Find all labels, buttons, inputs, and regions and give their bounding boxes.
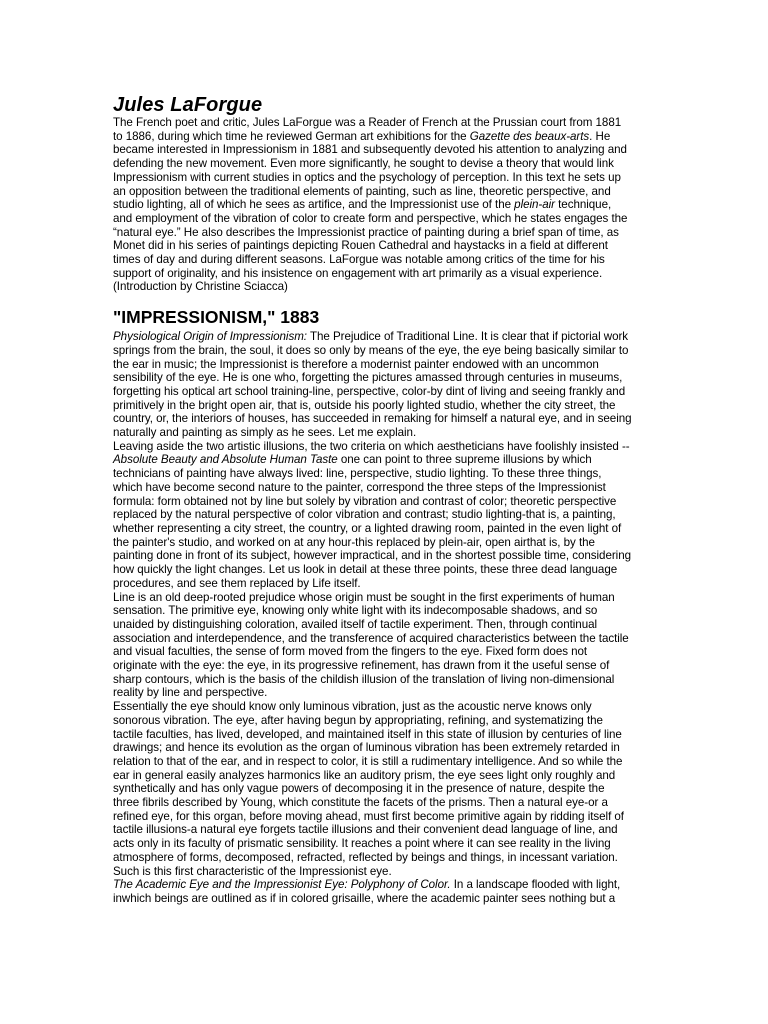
intro-gazette-title: Gazette des beaux-arts: [469, 129, 590, 143]
paragraph-3: Line is an old deep-rooted prejudice whose origin must be sought in the first experiments of human sensation. The primitive eye, knowing only white light with its indecomposable shadows, and so unaided by distinguishing coloration, availed itself of tactile experiment. Then, through continual association and interdependence, and the transference of acquired characteristics between the tactile and visual faculties, the sense of form moved from the fingers to the eye. Fixed form does not originate with the eye: the eye, in its progressive refinement, has drawn from it the useful sense of sharp contours, which is the basis of the childish illusion of the translation of living non-dimensional reality by line and perspective.: [113, 590, 629, 700]
paragraph-2: [113, 440, 633, 591]
intro-text-1: The French poet and critic, Jules LaForgue was a Reader of French at the Prussian court from 1881 to 1886, during which time he reviewed German art exhibitions for the: [113, 116, 622, 143]
paragraph-5-lead: The Academic Eye and the Impressionist Eye: Polyphony of Color.: [113, 878, 451, 892]
paragraph-2-text-1: Leaving aside the two artistic illusions, the two criteria on which aestheticians have foolishly insisted --: [113, 439, 630, 453]
intro-text-2: . He became interested in Impressionism in 1881 and subsequently devoted his attention to analyzing and defending the new movement. Even more significantly, he sought to devise a theory that would link Impressionism with current studies in optics and the psychology of perception. In this text he sets up an opposition between the traditional elements of painting, such as line, theoretic perspective, and studio lighting, all of which he sees as artifice, and the Impressionist use of the: [113, 129, 627, 212]
section-heading: "IMPRESSIONISM," 1883: [113, 307, 320, 328]
paragraph-5: [113, 878, 633, 905]
document-page: [113, 94, 633, 906]
intro-text-3: technique, and employment of the vibration of color to create form and perspective, which he states engages the “natural eye.” He also describes the Impressionist practice of painting during a brief span of time, as Monet did in his series of paintings depicting Rouen Cathedral and haystacks in a field at different times of day and during different seasons. LaForgue was notable among critics of the time for his support of originality, and his insistence on engagement with art primarily as a visual experience. (Introduction by Christine Sciacca): [113, 198, 628, 294]
paragraph-1-text: The Prejudice of Traditional Line. It is clear that if pictorial work springs from the brain, the soul, it does so only by means of the eye, the eye being basically similar to the ear in music; the Impressionist is therefore a modernist painter endowed with an uncommon sensibility of the eye. He is one who, forgetting the pictures amassed through centuries in museums, forgetting his optical art school training-line, perspective, color-by dint of living and seeing frankly and primitively in the bright open air, that is, outside his poorly lighted studio, whether the city street, the country, or, the interiors of houses, has succeeded in remaking for himself a natural eye, and in seeing naturally and painting as simply as he sees. Let me explain.: [113, 330, 632, 440]
paragraph-5-text: In a landscape flooded with light, inwhich beings are outlined as if in colored grisaille, where the academic painter sees nothing but a: [113, 878, 621, 905]
paragraph-1: [113, 330, 633, 440]
intro-paragraph: [113, 116, 633, 294]
page-title: Jules LaForgue: [113, 94, 263, 116]
intro-plein-air: plein-air: [514, 198, 555, 212]
paragraph-2-text-2: one can point to three supreme illusions by which technicians of painting have always lived: line, perspective, studio lighting. To these three things, which have become second nature to the painter, correspond the three steps of the Impressionist formula: form obtained not by line but solely by vibration and contrast of color; theoretic perspective replaced by the natural perspective of color vibration and contrast; studio lighting-that is, a painting, whether representing a city street, the country, or a lighted drawing room, painted in the even light of the painter's studio, and worked on at any hour-this replaced by plein-air, open airthat is, by the painting done in front of its subject, however impractical, and in the shortest possible time, considering how quickly the light changes. Let us look in detail at these three points, these three dead language procedures, and see them replaced by Life itself.: [113, 453, 631, 590]
paragraph-1-lead: Physiological Origin of Impressionism:: [113, 330, 307, 344]
paragraph-2-italic: Absolute Beauty and Absolute Human Taste: [113, 453, 338, 467]
paragraph-4: Essentially the eye should know only luminous vibration, just as the acoustic nerve knows only sonorous vibration. The eye, after having begun by appropriating, refining, and systematizing the tactile faculties, has lived, developed, and maintained itself in this state of illusion by centuries of line drawings; and hence its evolution as the organ of luminous vibration has been extremely retarded in relation to that of the ear, and in respect to color, it is still a rudimentary intelligence. And so while the ear in general easily analyzes harmonics like an auditory prism, the eye sees light only roughly and synthetically and has only vague powers of decomposing it in the presence of nature, despite the three fibrils described by Young, which constitute the facets of the prisms. Then a natural eye-or a refined eye, for this organ, before moving ahead, must first become primitive again by ridding itself of tactile illusions-a natural eye forgets tactile illusions and their convenient dead language of line, and acts only in its faculty of prismatic sensibility. It reaches a point where it can see reality in the living atmosphere of forms, decomposed, refracted, reflected by beings and things, in incessant variation. Such is this first characteristic of the Impressionist eye.: [113, 700, 624, 878]
